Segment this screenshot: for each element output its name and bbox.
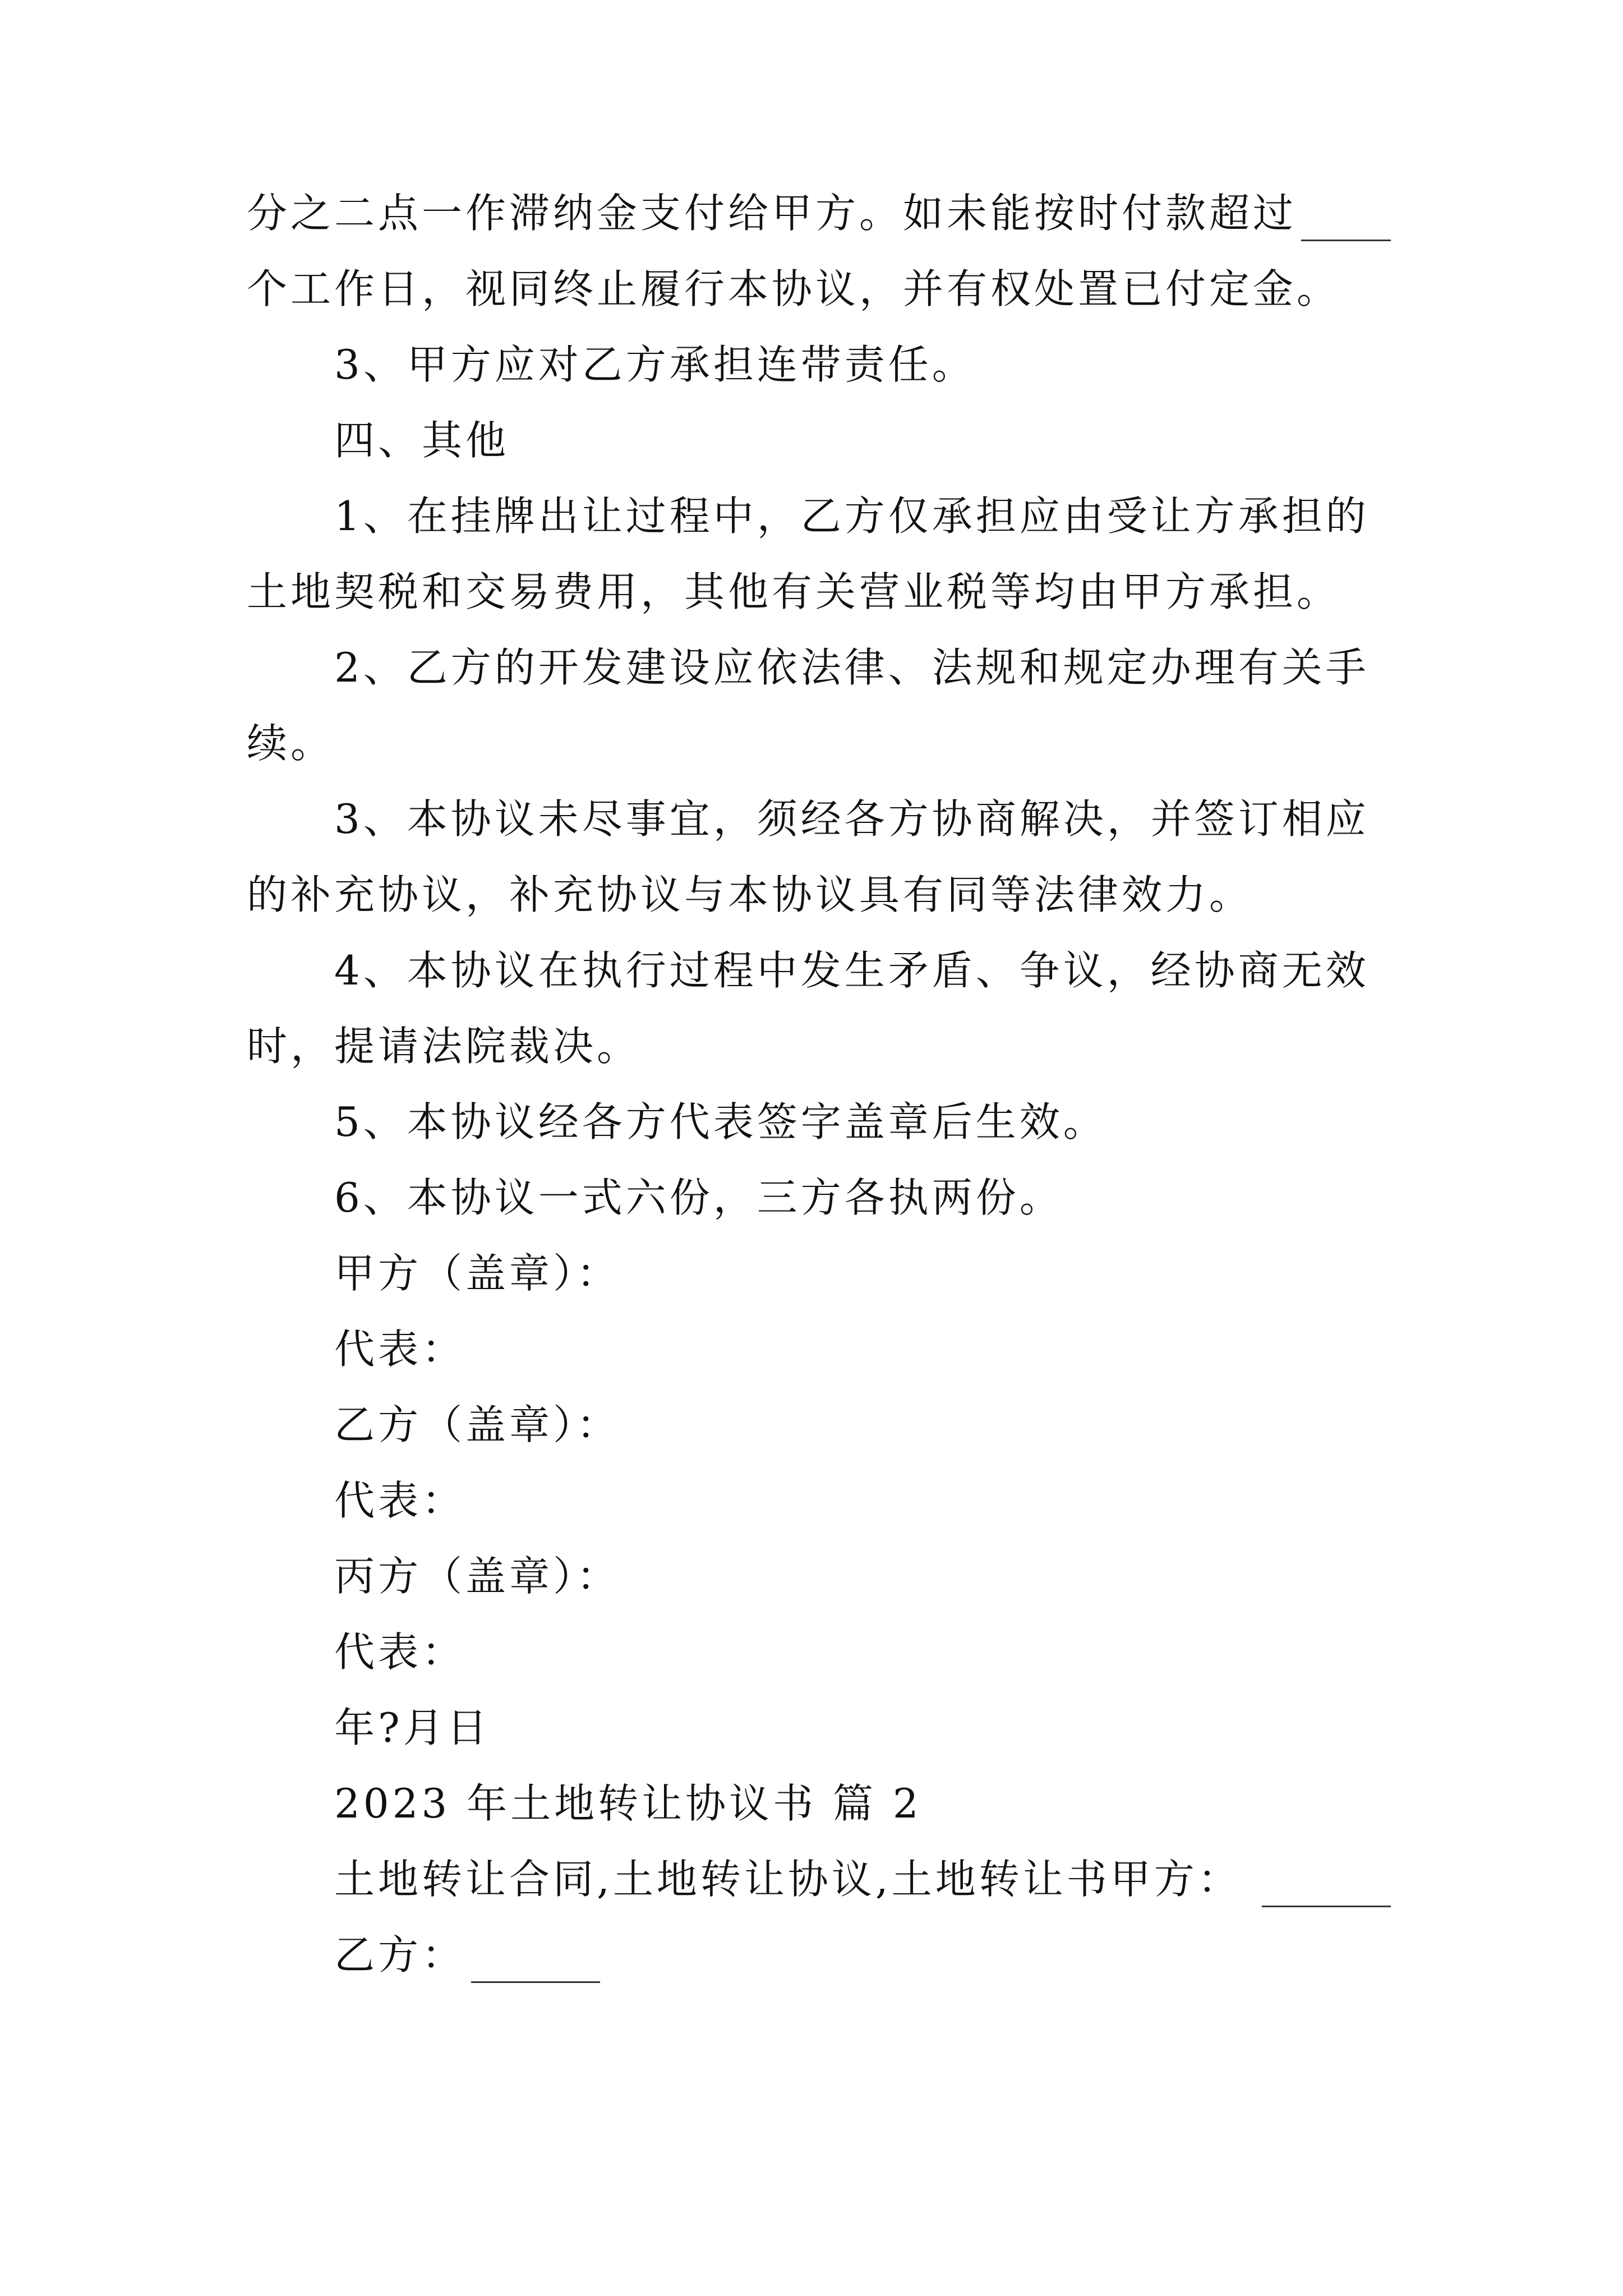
line-text: 代表： [334, 1477, 466, 1524]
date-line [334, 1700, 1478, 1756]
text-line [334, 942, 1391, 999]
line-text: 分之二点一作滞纳金支付给甲方。如未能按时付款超过 [247, 190, 1297, 237]
line-text: 2023 年土地转让协议书 篇 2 [334, 1780, 922, 1827]
line-text: 的补充协议，补充协议与本协议具有同等法律效力。 [247, 871, 1253, 918]
signature-party-c [334, 1548, 1478, 1604]
line-text: 个工作日，视同终止履行本协议，并有权处置已付定金。 [247, 265, 1341, 312]
text-line [334, 1851, 1391, 1907]
line-text: 代表： [334, 1628, 466, 1676]
text-line [247, 185, 1391, 241]
line-text: 5、本协议经各方代表签字盖章后生效。 [334, 1098, 1107, 1145]
line-text: 甲方（盖章）： [334, 1250, 621, 1297]
line-text: 3、甲方应对乙方承担连带责任。 [334, 341, 976, 388]
text-line [334, 791, 1391, 847]
fill-in-blank [1262, 1866, 1391, 1907]
text-line [247, 564, 1391, 620]
line-text: 时，提请法院裁决。 [247, 1023, 641, 1070]
signature-representative [334, 1473, 1478, 1529]
line-text: 土地契税和交易费用，其他有关营业税等均由甲方承担。 [247, 568, 1341, 615]
text-line [247, 867, 1391, 923]
signature-representative [334, 1321, 1478, 1377]
text-line [334, 639, 1391, 696]
text-line [334, 337, 1478, 393]
text-line [334, 1170, 1478, 1226]
line-text: 3、本协议未尽事宜，须经各方协商解决，并签订相应 [334, 795, 1370, 843]
line-text: 丙方（盖章）： [334, 1553, 621, 1600]
text-line [247, 715, 1391, 771]
line-text: 年?月日 [334, 1704, 491, 1751]
line-text: 6、本协议一式六份，三方各执两份。 [334, 1174, 1063, 1221]
signature-representative [334, 1624, 1478, 1680]
signature-party-b [334, 1397, 1478, 1453]
line-text: 四、其他 [334, 417, 510, 464]
line-text: 2、乙方的开发建设应依法律、法规和规定办理有关手 [334, 644, 1370, 691]
line-text: 续。 [247, 720, 335, 767]
text-line [247, 1018, 1391, 1074]
text-line [334, 1927, 1478, 1983]
text-line [334, 488, 1391, 544]
line-text: 代表： [334, 1326, 466, 1373]
line-text: 乙方（盖章）： [334, 1401, 621, 1448]
fill-in-blank [471, 1942, 600, 1983]
line-text: 1、在挂牌出让过程中，乙方仅承担应由受让方承担的 [334, 493, 1370, 540]
section-heading [334, 412, 1478, 468]
line-text: 4、本协议在执行过程中发生矛盾、争议，经协商无效 [334, 947, 1370, 994]
section-title [334, 1775, 1478, 1832]
text-line [247, 261, 1391, 317]
fill-in-blank [1301, 200, 1391, 241]
text-line [334, 1094, 1478, 1150]
line-text: 土地转让合同,土地转让协议,土地转让书甲方： [334, 1856, 1242, 1903]
line-text: 乙方： [334, 1931, 466, 1978]
signature-party-a [334, 1245, 1478, 1301]
